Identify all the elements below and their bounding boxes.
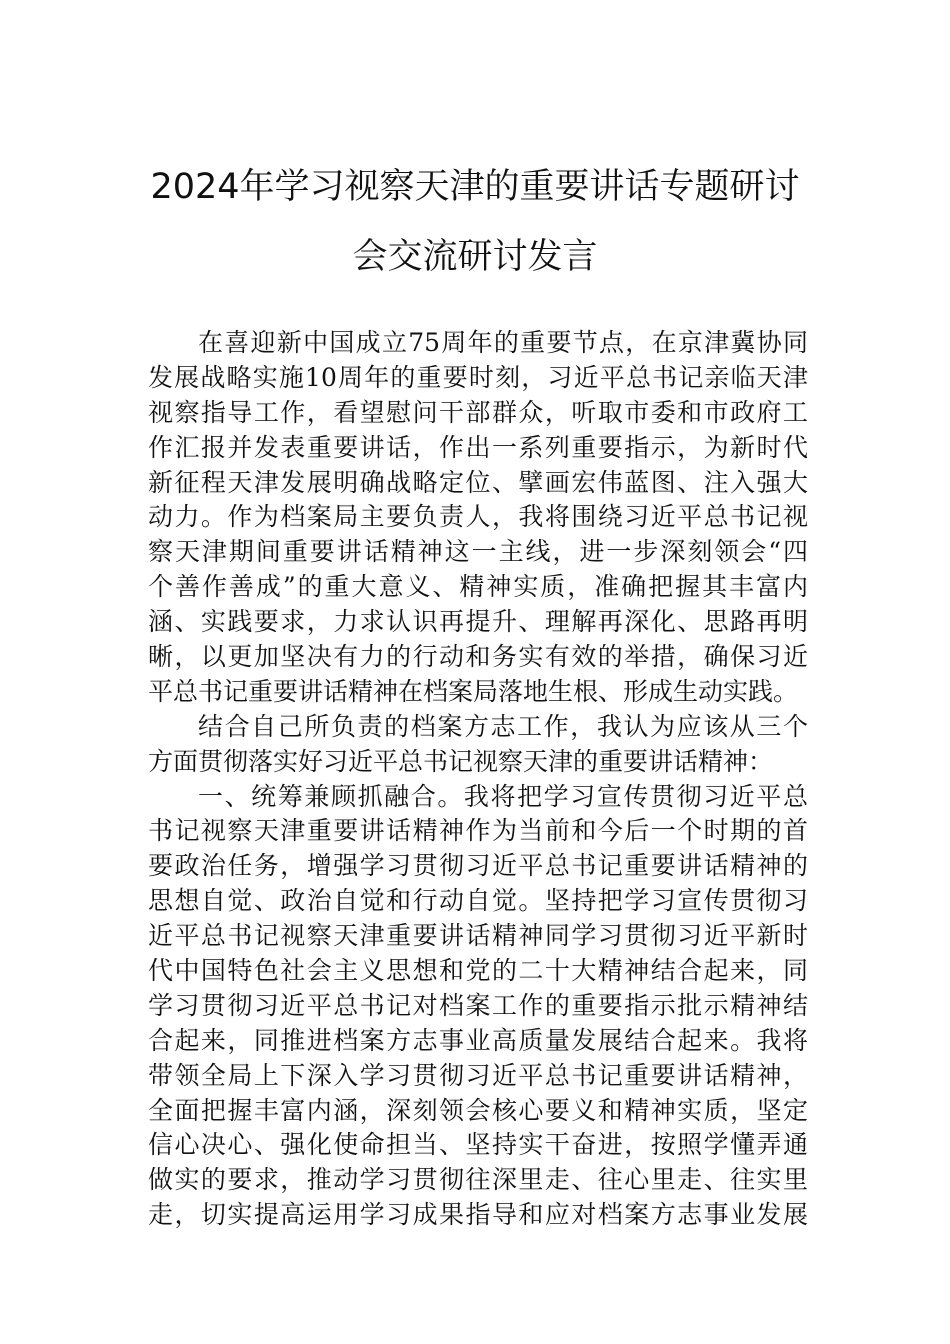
body-line: 察天津期间重要讲话精神这一主线，进一步深刻领会“四	[148, 537, 808, 567]
body-line: 平总书记重要讲话精神在档案局落地生根、形成生动实践。	[148, 676, 799, 706]
body-line: 书记视察天津重要讲话精神作为当前和今后一个时期的首	[148, 816, 808, 846]
body-line: 个善作善成”的重大意义、精神实质，准确把握其丰富内	[148, 572, 808, 602]
body-line: 一、统筹兼顾抓融合。我将把学习宣传贯彻习近平总	[198, 781, 808, 811]
body-line: 发展战略实施10周年的重要时刻，习近平总书记亲临天津	[148, 362, 808, 392]
body-line: 作汇报并发表重要讲话，作出一系列重要指示，为新时代	[148, 432, 808, 462]
body-line: 带领全局上下深入学习贯彻习近平总书记重要讲话精神，	[148, 1060, 808, 1090]
body-line: 走，切实提高运用学习成果指导和应对档案方志事业发展	[148, 1200, 808, 1230]
body-line: 代中国特色社会主义思想和党的二十大精神结合起来，同	[148, 956, 808, 986]
body-line: 思想自觉、政治自觉和行动自觉。坚持把学习宣传贯彻习	[148, 886, 808, 916]
body-line: 动力。作为档案局主要负责人，我将围绕习近平总书记视	[148, 502, 808, 532]
body-line: 涵、实践要求，力求认识再提升、理解再深化、思路再明	[148, 607, 808, 637]
body-line: 结合自己所负责的档案方志工作，我认为应该从三个	[198, 711, 808, 741]
body-line: 全面把握丰富内涵，深刻领会核心要义和精神实质，坚定	[148, 1095, 808, 1125]
body-line: 近平总书记视察天津重要讲话精神同学习贯彻习近平新时	[148, 921, 808, 951]
body-line: 在喜迎新中国成立75周年的重要节点，在京津冀协同	[198, 328, 808, 357]
body-line: 信心决心、强化使命担当、坚持实干奋进，按照学懂弄通	[148, 1130, 808, 1160]
body-line: 合起来，同推进档案方志事业高质量发展结合起来。我将	[148, 1025, 808, 1055]
body-line: 学习贯彻习近平总书记对档案工作的重要指示批示精神结	[148, 990, 808, 1020]
body-line: 要政治任务，增强学习贯彻习近平总书记重要讲话精神的	[148, 851, 808, 881]
body-line: 新征程天津发展明确战略定位、擘画宏伟蓝图、注入强大	[148, 467, 808, 497]
document-body	[148, 326, 808, 1233]
document-title-line-1: 2024年学习视察天津的重要讲话专题研讨	[150, 167, 800, 207]
body-line: 视察指导工作，看望慰问干部群众，听取市委和市政府工	[148, 397, 808, 427]
body-line: 做实的要求，推动学习贯彻往深里走、往心里走、往实里	[148, 1165, 808, 1195]
body-line: 方面贯彻落实好习近平总书记视察天津的重要讲话精神：	[148, 746, 774, 776]
document-title-line-2: 会交流研讨发言	[352, 237, 598, 277]
body-line: 晰，以更加坚决有力的行动和务实有效的举措，确保习近	[148, 642, 808, 672]
